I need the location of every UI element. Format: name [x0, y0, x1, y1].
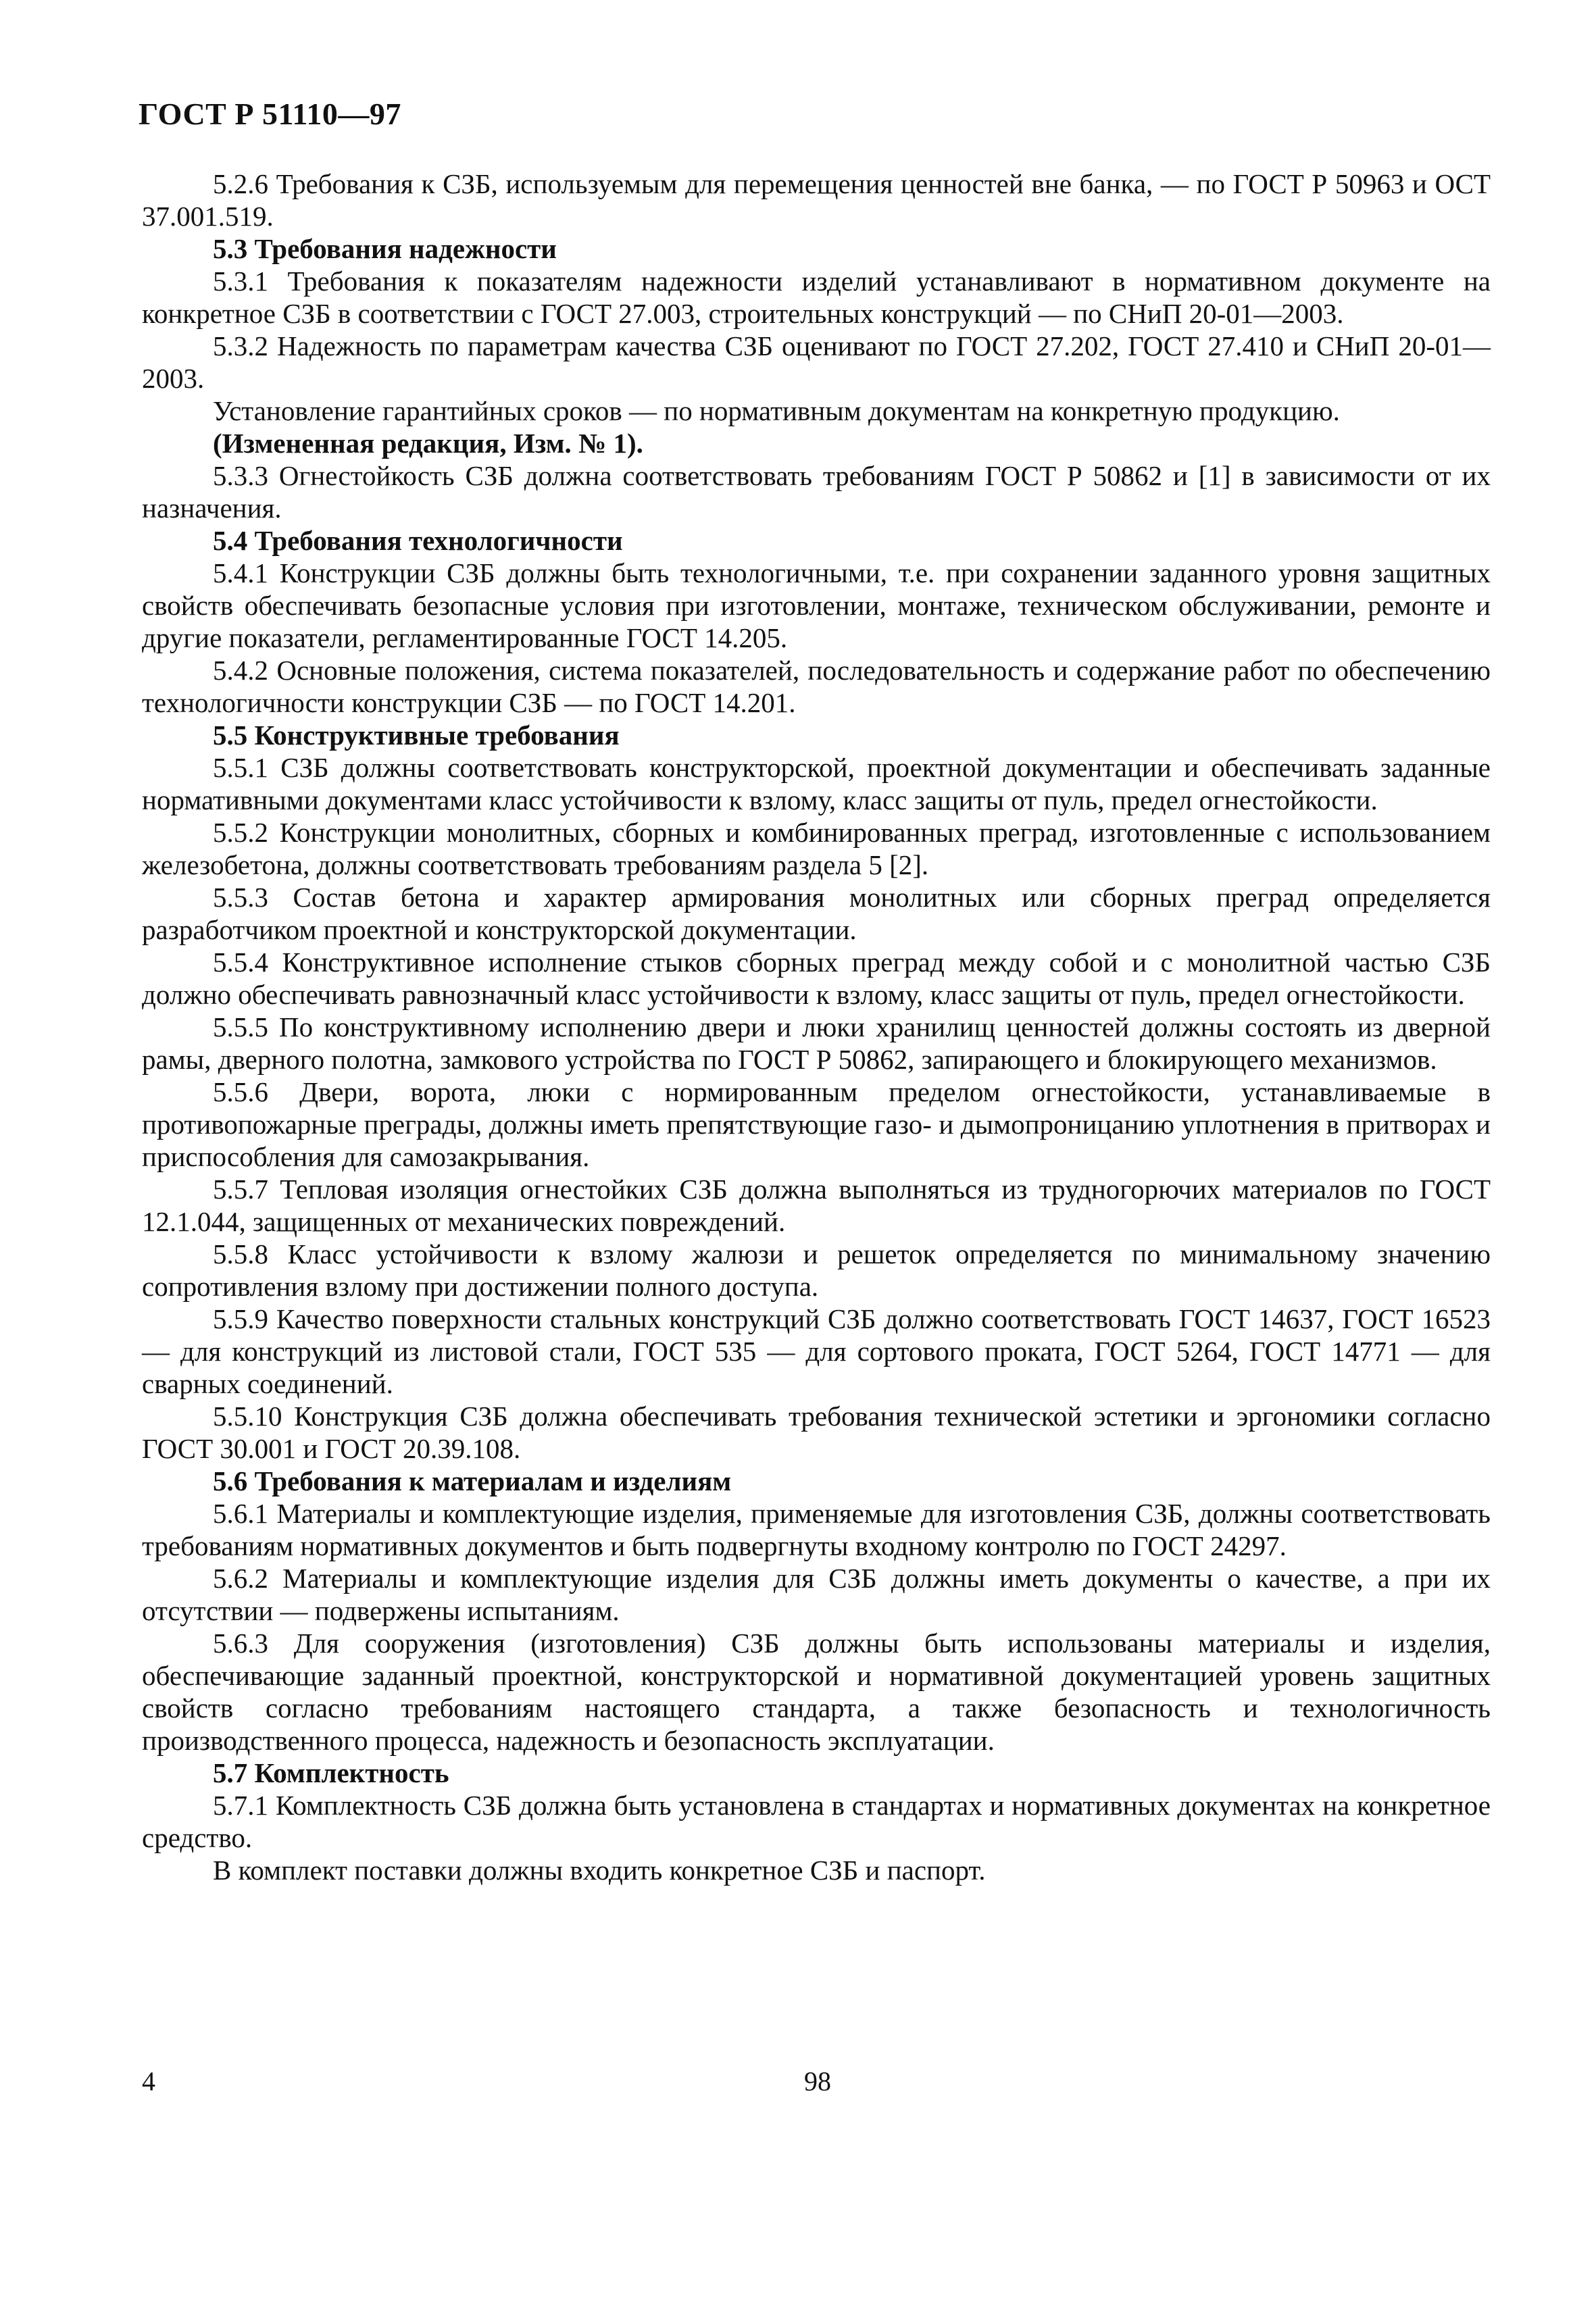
paragraph: 5.5.10 Конструкция СЗБ должна обеспечивать требования технической эстетики и эргономики согласно ГОСТ 30.001 и ГОСТ 20.39.108. — [142, 1401, 1491, 1464]
paragraph: 5.6.1 Материалы и комплектующие изделия, применяемые для изготовления СЗБ, должны соответствовать требованиям нормативных документов и быть подвергнуты входному контролю по ГОСТ 24297. — [142, 1498, 1491, 1561]
paragraph: 5.5.8 Класс устойчивости к взлому жалюзи и решеток определяется по минимальному значению сопротивления взлому при достижении полного доступа. — [142, 1238, 1491, 1302]
paragraph: 5.5.2 Конструкции монолитных, сборных и комбинированных преград, изготовленные с использованием железобетона, должны соответствовать требованиям раздела 5 [2]. — [142, 817, 1491, 880]
paragraph: 5.5.5 По конструктивному исполнению двери и люки хранилищ ценностей должны состоять из дверной рамы, дверного полотна, замкового устройства по ГОСТ Р 50862, запирающего и блокирующего механизмов. — [142, 1011, 1491, 1075]
paragraph: 5.4.2 Основные положения, система показателей, последовательность и содержание работ по обеспечению технологичности конструкции СЗБ — по ГОСТ 14.201. — [142, 655, 1491, 718]
paragraph: 5.6.2 Материалы и комплектующие изделия для СЗБ должны иметь документы о качестве, а при их отсутствии — подвержены испытаниям. — [142, 1563, 1491, 1626]
section-heading: 5.6 Требования к материалам и изделиям — [213, 1465, 732, 1496]
paragraph: 5.5.1 СЗБ должны соответствовать конструкторской, проектной документации и обеспечивать заданные нормативными документами класс устойчивости к взлому, класс защиты от пуль, предел огнестойкости. — [142, 752, 1491, 815]
paragraph: 5.3.2 Надежность по параметрам качества СЗБ оценивают по ГОСТ 27.202, ГОСТ 27.410 и СНиП 20-01—2003. — [142, 330, 1491, 394]
paragraph: 5.6.3 Для сооружения (изготовления) СЗБ должны быть использованы материалы и изделия, обеспечивающие заданный проектной, конструкторской и нормативной документацией уровень защитных свойств согласно требованиям настоящего стандарта, а также безопасность и технологичность производственного процесса, надежность и безопасность эксплуатации. — [142, 1628, 1491, 1756]
document-body — [142, 168, 1491, 1886]
paragraph: 5.3.3 Огнестойкость СЗБ должна соответствовать требованиям ГОСТ Р 50862 и [1] в зависимости от их назначения. — [142, 460, 1491, 524]
section-heading: 5.7 Комплектность — [213, 1757, 449, 1788]
section-heading: 5.5 Конструктивные требования — [213, 720, 620, 751]
paragraph: В комплект поставки должны входить конкретное СЗБ и паспорт. — [213, 1855, 986, 1886]
paragraph: 5.5.6 Двери, ворота, люки с нормированным пределом огнестойкости, устанавливаемые в противопожарные преграды, должны иметь препятствующие газо- и дымопроницанию уплотнения в притворах и приспособления для самозакрывания. — [142, 1076, 1491, 1172]
section-heading: 5.4 Требования технологичности — [213, 525, 623, 556]
page-number: 4 — [142, 2066, 155, 2096]
standard-code-header: ГОСТ Р 51110—97 — [139, 97, 401, 131]
paragraph: 5.5.3 Состав бетона и характер армирования монолитных или сборных преград определяется разработчиком проектной и конструкторской документации. — [142, 882, 1491, 945]
section-heading: 5.3 Требования надежности — [213, 233, 557, 264]
paragraph: 5.5.9 Качество поверхности стальных конструкций СЗБ должно соответствовать ГОСТ 14637, ГОСТ 16523 — для конструкций из листовой стали, ГОСТ 535 — для сортового проката, ГОСТ 5264, ГОСТ 14771 — для сварных соединений. — [142, 1303, 1491, 1399]
change-note: (Измененная редакция, Изм. № 1). — [213, 428, 643, 459]
paragraph: 5.5.7 Тепловая изоляция огнестойких СЗБ должна выполняться из трудногорючих материалов по ГОСТ 12.1.044, защищенных от механических повреждений. — [142, 1174, 1491, 1237]
paragraph: 5.3.1 Требования к показателям надежности изделий устанавливают в нормативном документе на конкретное СЗБ в соответствии с ГОСТ 27.003, строительных конструкций — по СНиП 20-01—2003. — [142, 266, 1491, 329]
paragraph: 5.2.6 Требования к СЗБ, используемым для перемещения ценностей вне банка, — по ГОСТ Р 50963 и ОСТ 37.001.519. — [142, 168, 1491, 232]
paragraph: 5.7.1 Комплектность СЗБ должна быть установлена в стандартах и нормативных документах на конкретное средство. — [142, 1790, 1491, 1853]
sheet-number: 98 — [804, 2066, 831, 2096]
paragraph: Установление гарантийных сроков — по нормативным документам на конкретную продукцию. — [213, 395, 1340, 426]
paragraph: 5.5.4 Конструктивное исполнение стыков сборных преград между собой и с монолитной частью СЗБ должно обеспечивать равнозначный класс устойчивости к взлому, класс защиты от пуль, предел огнестойкости. — [142, 947, 1491, 1010]
paragraph: 5.4.1 Конструкции СЗБ должны быть технологичными, т.е. при сохранении заданного уровня защитных свойств обеспечивать безопасные условия при изготовлении, монтаже, техническом обслуживании, ремонте и другие показатели, регламентированные ГОСТ 14.205. — [142, 557, 1491, 653]
